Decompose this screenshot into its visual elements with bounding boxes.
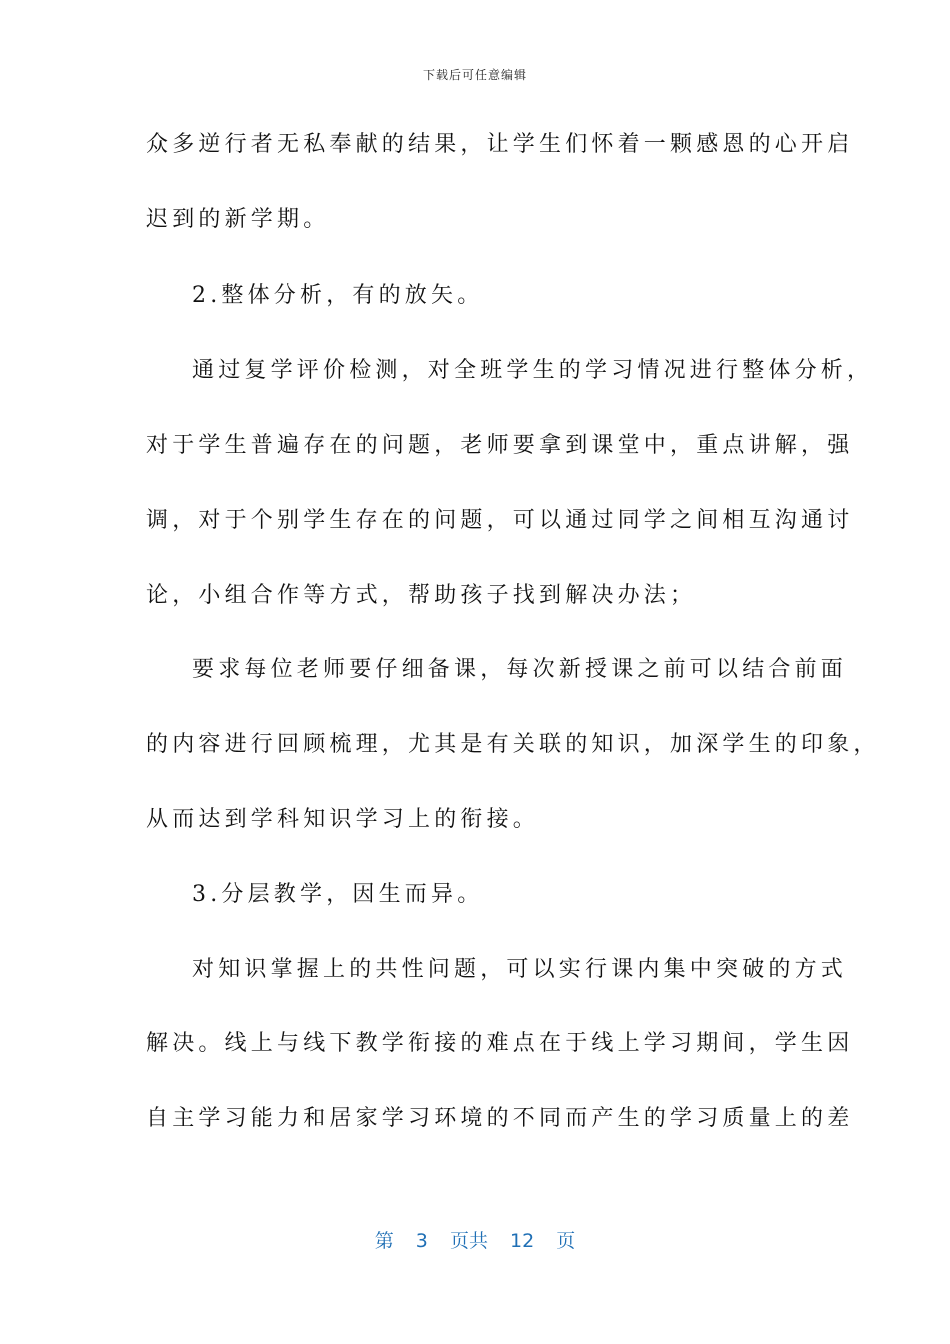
text-line: 迟到的新学期。 (146, 207, 330, 232)
current-page-number: 3 (415, 1230, 428, 1252)
text-line: 通过复学评价检测，对全班学生的学习情况进行整体分析， (192, 358, 874, 383)
text-line: 要求每位老师要仔细备课，每次新授课之前可以结合前面 (192, 657, 848, 682)
section-heading: 3.分层教学，因生而异。 (192, 882, 484, 907)
text-line: 从而达到学科知识学习上的衔接。 (146, 807, 540, 832)
section-heading: 2.整体分析，有的放矢。 (192, 283, 484, 308)
text-line: 解决。线上与线下教学衔接的难点在于线上学习期间，学生因 (146, 1031, 854, 1056)
footer-suffix: 页 (556, 1230, 576, 1252)
text-line: 调，对于个别学生存在的问题，可以通过同学之间相互沟通讨 (146, 508, 854, 533)
text-line: 自主学习能力和居家学习环境的不同而产生的学习质量上的差 (146, 1106, 854, 1131)
page-header: 下载后可任意编辑 (422, 68, 527, 82)
footer-middle: 页共 (449, 1230, 488, 1252)
footer-prefix: 第 (374, 1230, 394, 1252)
total-pages-number: 12 (510, 1230, 535, 1252)
text-line: 论，小组合作等方式，帮助孩子找到解决办法； (146, 583, 697, 608)
text-line: 对于学生普遍存在的问题，老师要拿到课堂中，重点讲解，强 (146, 433, 854, 458)
page-number-footer (0, 1226, 950, 1253)
text-line: 众多逆行者无私奉献的结果，让学生们怀着一颗感恩的心开启 (146, 132, 854, 157)
text-line: 的内容进行回顾梳理，尤其是有关联的知识，加深学生的印象， (146, 732, 880, 757)
text-line: 对知识掌握上的共性问题，可以实行课内集中突破的方式 (192, 957, 848, 982)
